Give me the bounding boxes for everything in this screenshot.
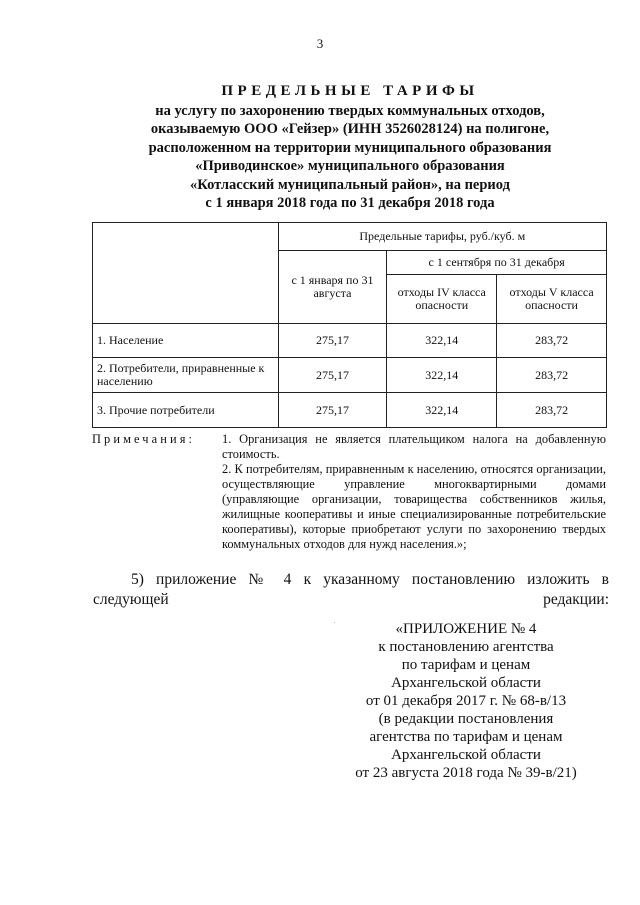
note-2: 2. К потребителям, приравненным к населению, относятся организации, осуществляющие управление многоквартирными домами (управляющие организации, товарищества собственников жилья, жилищные кооперативы и иные специализированные потребительские кооперативы), которые приобретают услуги по захоронению твердых коммунальных отходов для нужд населения.»; [222,462,606,551]
row-value: 283,72 [497,324,607,358]
row-category: 1. Население [93,324,279,358]
appendix-line: по тарифам и ценам [401,657,531,673]
scan-speck [334,622,335,623]
table-header-empty-cell [93,223,279,324]
title-line: «Приводинское» муниципального образования [195,158,505,174]
header-period-1: с 1 января по 31 августа [278,251,387,324]
title-line: с 1 января 2018 года по 31 декабря 2018 года [205,195,495,211]
row-category: 3. Прочие потребители [93,393,279,428]
row-value: 322,14 [387,324,497,358]
appendix-line: агентства по тарифам и ценам [369,729,563,745]
row-value: 283,72 [497,393,607,428]
title-line: оказываемую ООО «Гейзер» (ИНН 3526028124) на полигоне, [150,121,550,137]
tariff-table [92,222,607,428]
appendix-header [330,620,602,782]
table-row [93,393,607,428]
title-heading: ПРЕДЕЛЬНЫЕ ТАРИФЫ [221,83,479,99]
paragraph-5 [93,570,609,610]
table-row [93,324,607,358]
row-value: 275,17 [278,358,387,393]
table-row [93,358,607,393]
appendix-line: «ПРИЛОЖЕНИЕ № 4 [395,621,537,637]
appendix-line: (в редакции постановления [378,711,554,727]
row-value: 322,14 [387,393,497,428]
row-category: 2. Потребители, приравненные к населению [93,358,279,393]
title-line: расположенном на территории муниципального образования [148,139,552,156]
header-class-4: отходы IV класса опасности [387,275,497,324]
table-header-row [93,223,607,251]
header-period-2: с 1 сентября по 31 декабря [387,251,607,275]
appendix-line: Архангельской области [391,675,541,691]
row-value: 275,17 [278,393,387,428]
page-number: 3 [316,36,324,51]
note-1: 1. Организация не является плательщиком налога на добавленную стоимость. [222,432,606,461]
notes-body [222,432,606,552]
document-title [70,82,630,213]
row-value: 275,17 [278,324,387,358]
title-line: «Котласский муниципальный район», на период [190,176,510,193]
header-main: Предельные тарифы, руб./куб. м [278,223,606,251]
title-line: на услугу по захоронению твердых коммунальных отходов, [155,102,545,119]
appendix-line: от 23 августа 2018 года № 39-в/21) [355,765,577,781]
row-value: 322,14 [387,358,497,393]
appendix-line: к постановлению агентства [378,639,554,655]
row-value: 283,72 [497,358,607,393]
paragraph-5-text: 5) приложение № 4 к указанному постановлению изложить в следующей редакции: [93,571,609,608]
appendix-line: Архангельской области [391,747,541,763]
notes-label: Примечания: [92,432,196,446]
header-class-5: отходы V класса опасности [497,275,607,324]
appendix-line: от 01 декабря 2017 г. № 68-в/13 [365,693,567,709]
